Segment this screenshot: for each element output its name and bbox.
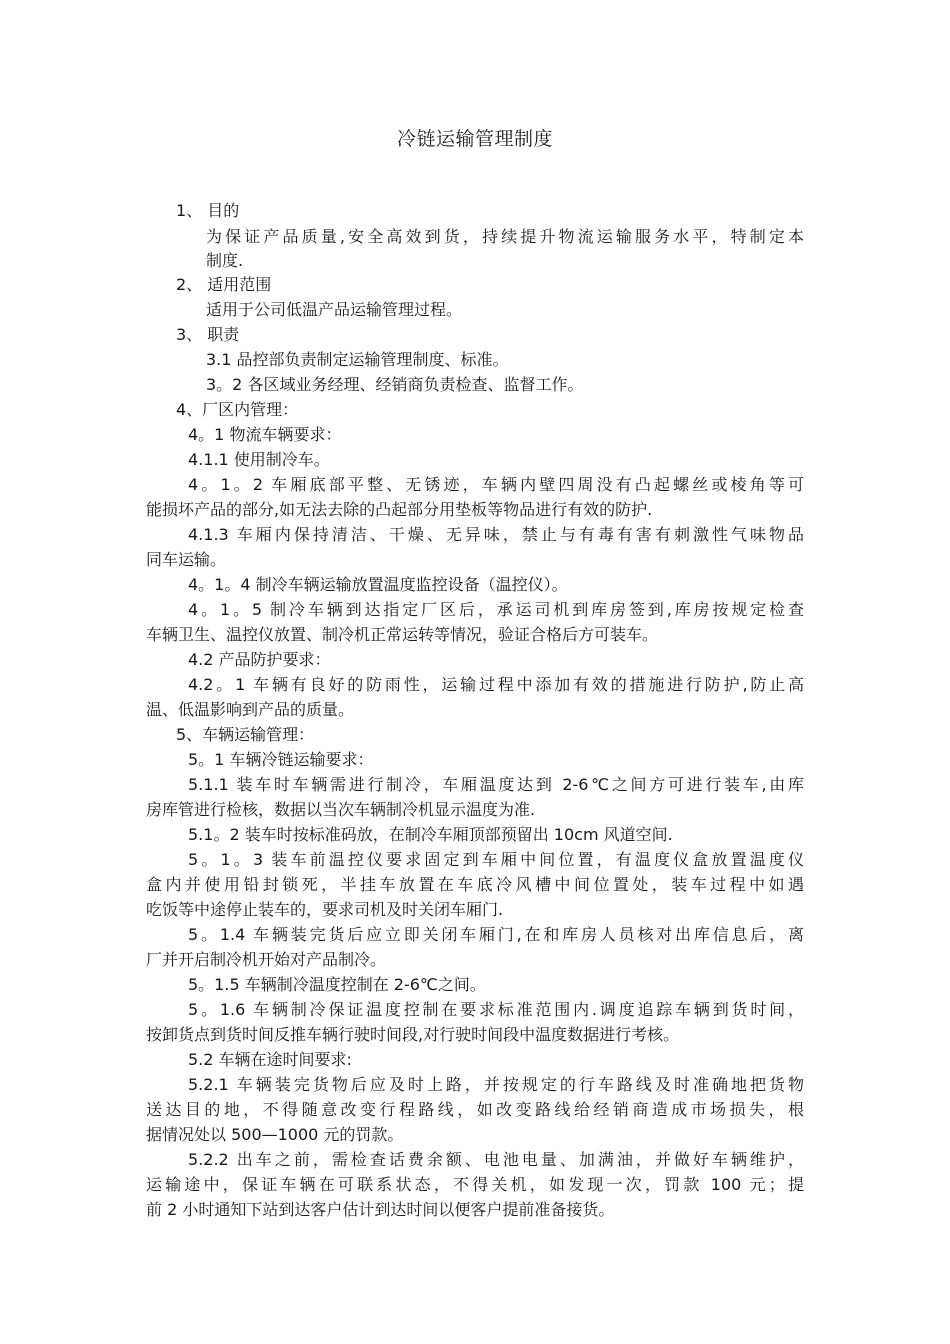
paragraph-line: 房库管进行检核，数据以当次车辆制冷机显示温度为准. (146, 800, 536, 819)
paragraph-line: 3.1 品控部负责制定运输管理制度、标准。 (206, 350, 509, 369)
paragraph-line: 4。1。4 制冷车辆运输放置温度监控设备（温控仪）。 (188, 575, 568, 594)
paragraph-line: 盒内并使用铅封锁死，半挂车放置在车底冷风槽中间位置处，装车过程中如遇 (146, 875, 804, 894)
paragraph-line: 厂并开启制冷机开始对产品制冷。 (146, 950, 387, 969)
paragraph-line: 5.2.2 出车之前，需检查话费余额、电池电量、加满油，并做好车辆维护， (188, 1150, 804, 1169)
paragraph-line: 吃饭等中途停止装车的，要求司机及时关闭车厢门. (146, 900, 504, 919)
paragraph-line: 5。1.5 车辆制冷温度控制在 2-6℃之间。 (188, 975, 486, 994)
section-heading-purpose: 1、 目的 (176, 201, 240, 220)
paragraph-line: 运输途中，保证车辆在可联系状态，不得关机，如发现一次，罚款 100 元；提 (146, 1175, 804, 1194)
paragraph-line: 4。1。2 车厢底部平整、无锈迹，车辆内壁四周没有凸起螺丝或棱角等可 (188, 475, 804, 494)
paragraph-line: 车辆卫生、温控仪放置、制冷机正常运转等情况，验证合格后方可装车。 (146, 625, 659, 644)
paragraph-line: 4。1 物流车辆要求： (188, 425, 342, 444)
paragraph-line: 5.1.1 装车时车辆需进行制冷，车厢温度达到 2-6℃之间方可进行装车,由库 (188, 775, 804, 794)
paragraph-line: 4.1.1 使用制冷车。 (188, 450, 330, 469)
section-heading-scope: 2、 适用范围 (176, 275, 272, 294)
document-title: 冷链运输管理制度 (396, 128, 553, 150)
paragraph-line: 3。2 各区域业务经理、经销商负责检查、监督工作。 (206, 375, 584, 394)
paragraph-line: 按卸货点到货时间反推车辆行驶时间段,对行驶时间段中温度数据进行考核。 (146, 1025, 680, 1044)
paragraph-line: 适用于公司低温产品运输管理过程。 (206, 300, 463, 319)
section-heading-factory: 4、厂区内管理： (176, 400, 299, 419)
paragraph-line: 温、低温影响到产品的质量。 (146, 700, 355, 719)
paragraph-line: 5.2 车辆在途时间要求: (188, 1050, 352, 1069)
paragraph-line: 为保证产品质量,安全高效到货，持续提升物流运输服务水平，特制定本 (206, 227, 804, 246)
paragraph-line: 5.1。2 装车时按标准码放，在制冷车厢顶部预留出 10cm 风道空间. (188, 825, 673, 844)
paragraph-line: 5.2.1 车辆装完货物后应及时上路，并按规定的行车路线及时准确地把货物 (188, 1075, 804, 1094)
paragraph-line: 制度. (206, 251, 244, 270)
section-heading-vehicle: 5、车辆运输管理： (176, 725, 315, 744)
paragraph-line: 5。1 车辆冷链运输要求： (188, 750, 374, 769)
paragraph-line: 4.2 产品防护要求： (188, 650, 331, 669)
paragraph-line: 5。1.4 车辆装完货后应立即关闭车厢门,在和库房人员核对出库信息后，离 (188, 925, 804, 944)
paragraph-line: 4。1。5 制冷车辆到达指定厂区后，承运司机到库房签到,库房按规定检查 (188, 600, 804, 619)
paragraph-line: 4.2。1 车辆有良好的防雨性，运输过程中添加有效的措施进行防护,防止高 (188, 675, 804, 694)
paragraph-line: 5。1.6 车辆制冷保证温度控制在要求标准范围内.调度追踪车辆到货时间， (188, 1000, 804, 1019)
paragraph-line: 前 2 小时通知下站到达客户估计到达时间以便客户提前准备接货。 (146, 1200, 615, 1219)
paragraph-line: 据情况处以 500—1000 元的罚款。 (146, 1125, 404, 1144)
paragraph-line: 同车运输。 (146, 550, 227, 569)
paragraph-line: 能损坏产品的部分,如无法去除的凸起部分用垫板等物品进行有效的防护. (146, 500, 653, 519)
section-heading-duties: 3、 职责 (176, 325, 240, 344)
paragraph-line: 5。1。3 装车前温控仪要求固定到车厢中间位置，有温度仪盒放置温度仪 (188, 850, 804, 869)
paragraph-line: 4.1.3 车厢内保持清洁、干燥、无异味，禁止与有毒有害有刺激性气味物品 (188, 525, 804, 544)
paragraph-line: 送达目的地，不得随意改变行程路线，如改变路线给经销商造成市场损失，根 (146, 1100, 804, 1119)
